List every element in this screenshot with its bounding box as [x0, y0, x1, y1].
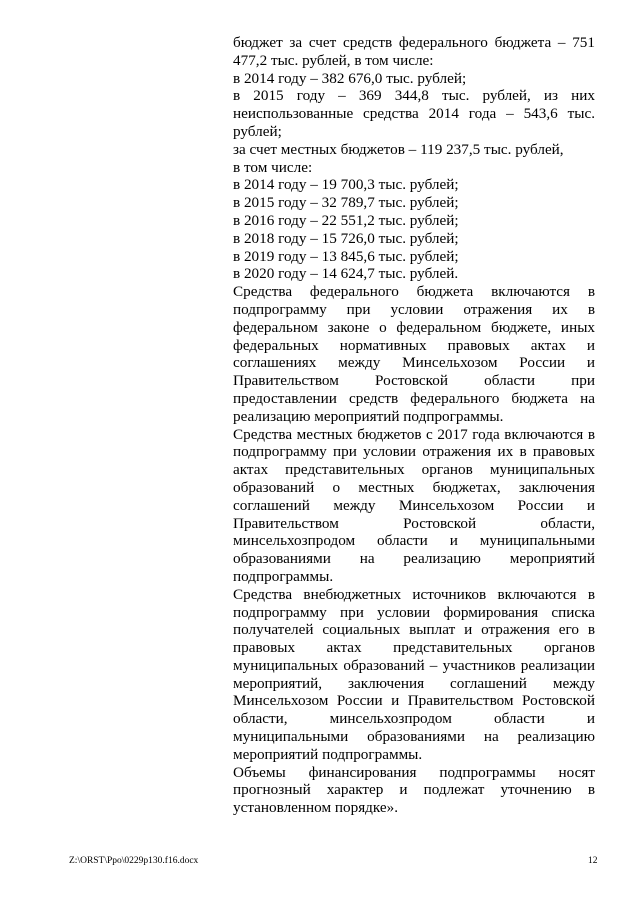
local-2020: в 2020 году – 14 624,7 тыс. рублей.	[233, 265, 459, 283]
local-budget-total: за счет местных бюджетов – 119 237,5 тыс. рублей,	[233, 140, 564, 158]
financing-volumes-paragraph: Объемы финансирования подпрограммы носят прогнозный характер и подлежат уточнению в установленном порядке».	[233, 763, 595, 817]
local-2014: в 2014 году – 19 700,3 тыс. рублей;	[233, 176, 459, 194]
federal-2015: в 2015 году – 369 344,8 тыс. рублей, из них неиспользованные средства 2014 года – 543,6 тыс. рублей;	[233, 87, 595, 140]
footer-file-path: Z:\ORST\Ppo\0229p130.f16.docx	[69, 856, 199, 866]
local-including: в том числе:	[233, 158, 313, 176]
local-2018: в 2018 году – 15 726,0 тыс. рублей;	[233, 229, 459, 247]
local-2019: в 2019 году – 13 845,6 тыс. рублей;	[233, 247, 459, 265]
extrabudgetary-funds-paragraph: Средства внебюджетных источников включаются в подпрограмму при условии формирования списка получателей социальных выплат и отражения его в правовых актах представительных органов муниципальных образований – участников реализации мероприятий, заключения соглашений между Минсельхозом России и Правительством Ростовской области, минсельхозпродом области и муниципальными образованиями на реализацию мероприятий подпрограммы.	[233, 585, 595, 763]
federal-2014: в 2014 году – 382 676,0 тыс. рублей;	[233, 69, 467, 87]
local-2015: в 2015 году – 32 789,7 тыс. рублей;	[233, 194, 459, 212]
local-funds-paragraph: Средства местных бюджетов с 2017 года включаются в подпрограмму при условии отражения их в правовых актах представительных органов муниципальных образований о местных бюджетах, заключения соглашений между Минсельхозом России и Правительством Ростовской области, минсельхозпродом области и муниципальными образованиями на реализацию мероприятий подпрограммы.	[233, 425, 595, 585]
document-body	[233, 34, 595, 817]
local-2016: в 2016 году – 22 551,2 тыс. рублей;	[233, 211, 459, 229]
page-number: 12	[588, 856, 598, 866]
federal-funds-paragraph: Средства федерального бюджета включаются в подпрограмму при условии отражения их в федеральном законе о федеральном бюджете, иных федеральных нормативных правовых актах и соглашениях между Минсельхозом России и Правительством Ростовской области при предоставлении средств федерального бюджета на реализацию мероприятий подпрограммы.	[233, 283, 595, 425]
budget-federal-total: бюджет за счет средств федерального бюджета – 751 477,2 тыс. рублей, в том числе:	[233, 34, 595, 69]
